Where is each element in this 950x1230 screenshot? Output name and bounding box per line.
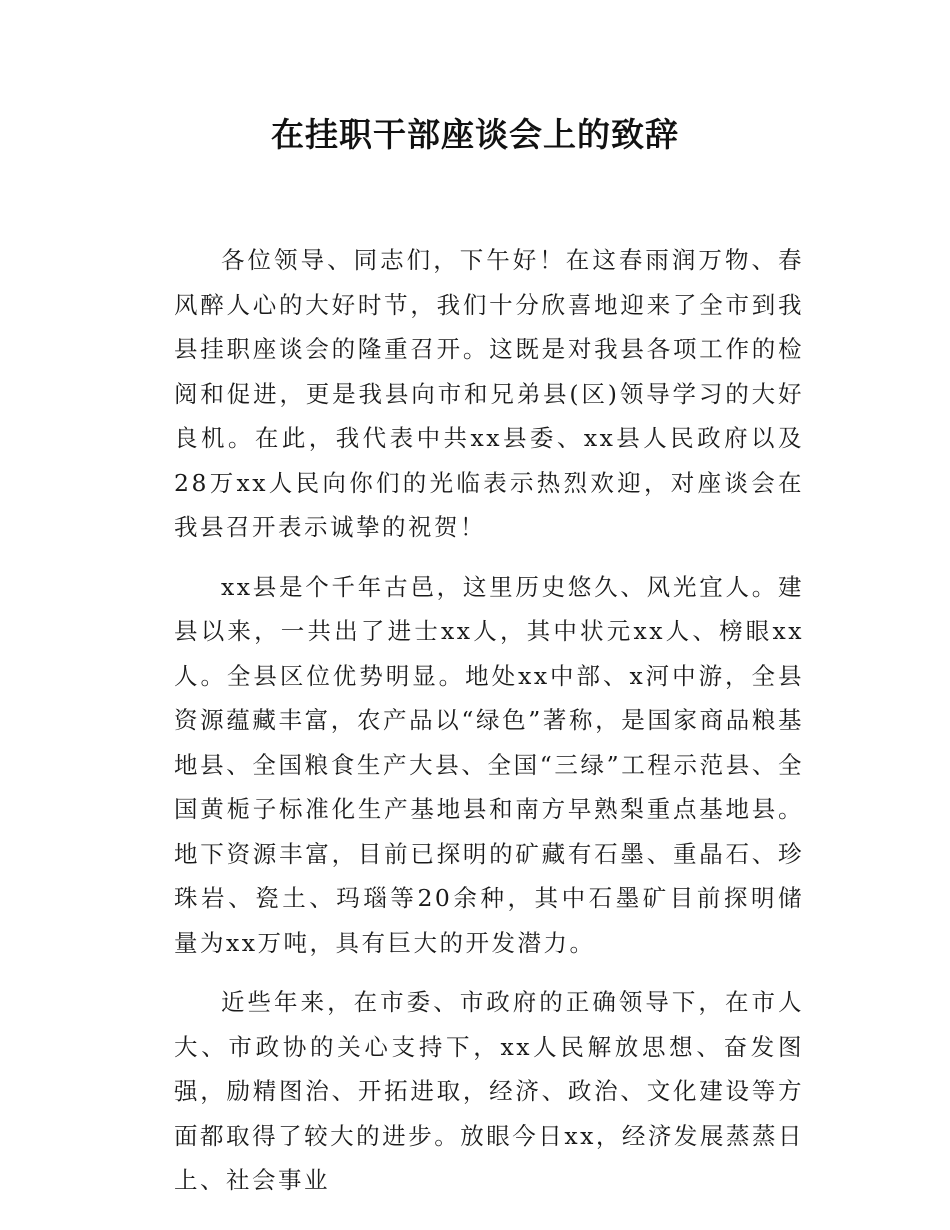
document-title: 在挂职干部座谈会上的致辞 bbox=[271, 115, 679, 154]
document-body bbox=[174, 238, 804, 1218]
paragraph-county-intro: xx县是个千年古邑，这里历史悠久、风光宜人。建县以来，一共出了进士xx人，其中状元xx人、榜眼xx人。全县区位优势明显。地处xx中部、x河中游，全县资源蕴藏丰富，农产品以“绿色”著称，是国家商品粮基地县、全国粮食生产大县、全国“三绿”工程示范县、全国黄栀子标准化生产基地县和南方早熟梨重点基地县。地下资源丰富，目前已探明的矿藏有石墨、重晶石、珍珠岩、瓷土、玛瑙等20余种，其中石墨矿目前探明储量为xx万吨，具有巨大的开发潜力。 bbox=[174, 572, 804, 957]
paragraph-greeting: 各位领导、同志们，下午好！在这春雨润万物、春风醉人心的大好时节，我们十分欣喜地迎来了全市到我县挂职座谈会的隆重召开。这既是对我县各项工作的检阅和促进，更是我县向市和兄弟县(区)领导学习的大好良机。在此，我代表中共xx县委、xx县人民政府以及28万xx人民向你们的光临表示热烈欢迎，对座谈会在我县召开表示诚挚的祝贺！ bbox=[174, 246, 804, 541]
paragraph-development: 近些年来，在市委、市政府的正确领导下，在市人大、市政协的关心支持下，xx人民解放思想、奋发图强，励精图治、开拓进取，经济、政治、文化建设等方面都取得了较大的进步。放眼今日xx，经济发展蒸蒸日上、社会事业 bbox=[174, 988, 804, 1194]
